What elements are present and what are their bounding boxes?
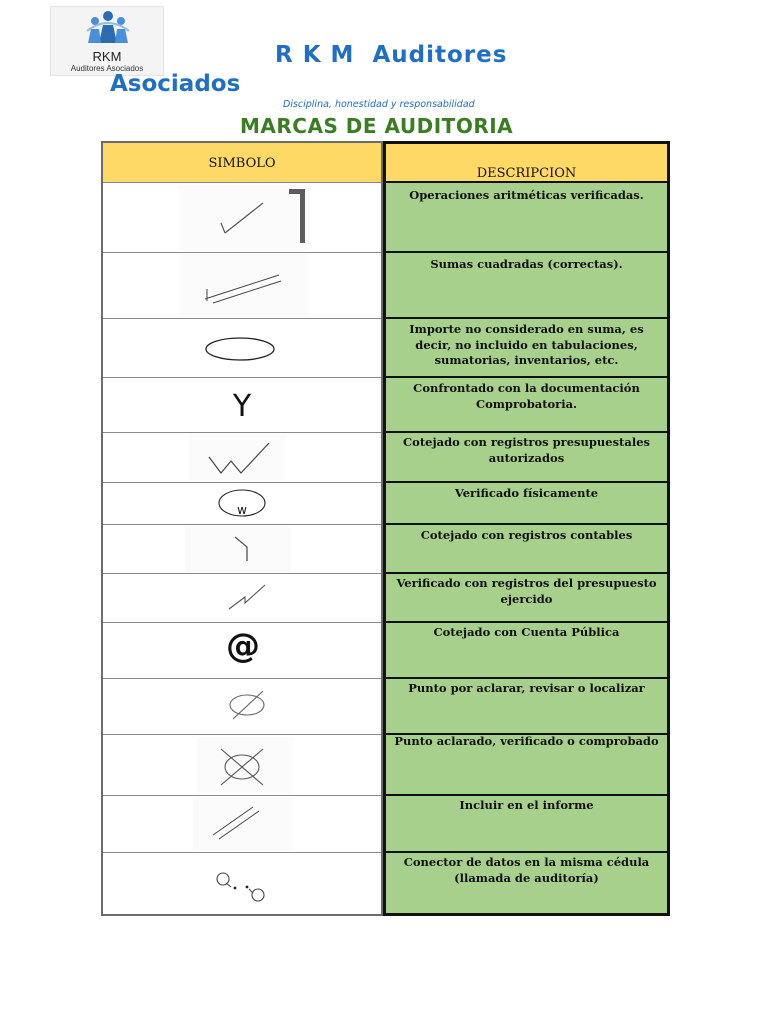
row-divider bbox=[103, 678, 381, 679]
row-divider bbox=[103, 377, 381, 378]
row-divider bbox=[386, 794, 667, 796]
row-description: Cotejado con Cuenta Pública bbox=[433, 625, 620, 639]
logo-name: RKM bbox=[92, 49, 122, 64]
row-divider bbox=[103, 252, 381, 253]
company-name-continued: Asociados bbox=[110, 71, 241, 97]
row-divider bbox=[103, 734, 381, 735]
row-divider bbox=[386, 481, 667, 483]
row-divider bbox=[103, 524, 381, 525]
circle-slash-icon bbox=[223, 687, 273, 723]
row-description: Punto aclarado, verificado o comprobado bbox=[394, 734, 659, 748]
row-description: Conector de datos en la misma cédula (llamada de auditoría) bbox=[403, 855, 650, 885]
row-divider bbox=[103, 573, 381, 574]
row-divider bbox=[386, 317, 667, 319]
w-check-icon bbox=[205, 439, 275, 479]
logo-subtitle: Auditores Asociados bbox=[70, 64, 144, 73]
double-slash-icon bbox=[209, 803, 265, 843]
row-description: Confrontado con la documentación Comprobatoria. bbox=[413, 381, 640, 411]
row-divider bbox=[103, 795, 381, 796]
row-divider bbox=[386, 621, 667, 623]
row-divider bbox=[103, 622, 381, 623]
connector-circles-icon bbox=[211, 867, 273, 907]
row-description: Incluir en el informe bbox=[459, 798, 594, 812]
circle-w-letter: w bbox=[237, 503, 247, 517]
ellipse-icon bbox=[201, 333, 279, 365]
row-divider bbox=[103, 432, 381, 433]
company-tagline: Disciplina, honestidad y responsabilidad bbox=[283, 99, 475, 110]
at-sign-icon: @ bbox=[226, 626, 260, 666]
row-divider bbox=[103, 852, 381, 853]
row-divider bbox=[386, 851, 667, 853]
row-divider bbox=[386, 572, 667, 574]
angled-tick-icon bbox=[229, 531, 269, 567]
row-divider bbox=[386, 376, 667, 378]
row-description: Importe no considerado en suma, es decir, no incluido en tabulaciones, sumatorias, inventarios, etc. bbox=[409, 322, 644, 367]
row-divider bbox=[103, 318, 381, 319]
row-description: Verificado con registros del presupuesto ejercido bbox=[396, 576, 657, 606]
y-mark-icon: Y bbox=[232, 389, 252, 424]
row-divider bbox=[386, 431, 667, 433]
row-description: Sumas cuadradas (correctas). bbox=[430, 257, 623, 271]
row-divider bbox=[386, 677, 667, 679]
row-description: Cotejado con registros presupuestales autorizados bbox=[403, 435, 650, 465]
circle-x-icon bbox=[215, 745, 271, 789]
check-with-bracket-icon bbox=[211, 187, 311, 245]
column-header-description: DESCRIPCION bbox=[386, 144, 667, 183]
people-group-icon bbox=[85, 9, 131, 49]
page-title: MARCAS DE AUDITORIA bbox=[240, 114, 514, 138]
company-logo bbox=[50, 6, 164, 76]
double-slash-check-icon bbox=[199, 261, 289, 311]
row-description: Punto por aclarar, revisar o localizar bbox=[408, 681, 645, 695]
lightning-slash-icon bbox=[223, 579, 273, 615]
row-description: Operaciones aritméticas verificadas. bbox=[409, 188, 644, 202]
row-divider bbox=[103, 482, 381, 483]
company-name: R K M Auditores bbox=[275, 42, 508, 68]
row-description: Cotejado con registros contables bbox=[420, 528, 633, 542]
row-divider bbox=[386, 523, 667, 525]
row-description: Verificado físicamente bbox=[454, 486, 599, 500]
column-header-symbol: SIMBOLO bbox=[103, 143, 381, 183]
row-divider bbox=[386, 251, 667, 253]
